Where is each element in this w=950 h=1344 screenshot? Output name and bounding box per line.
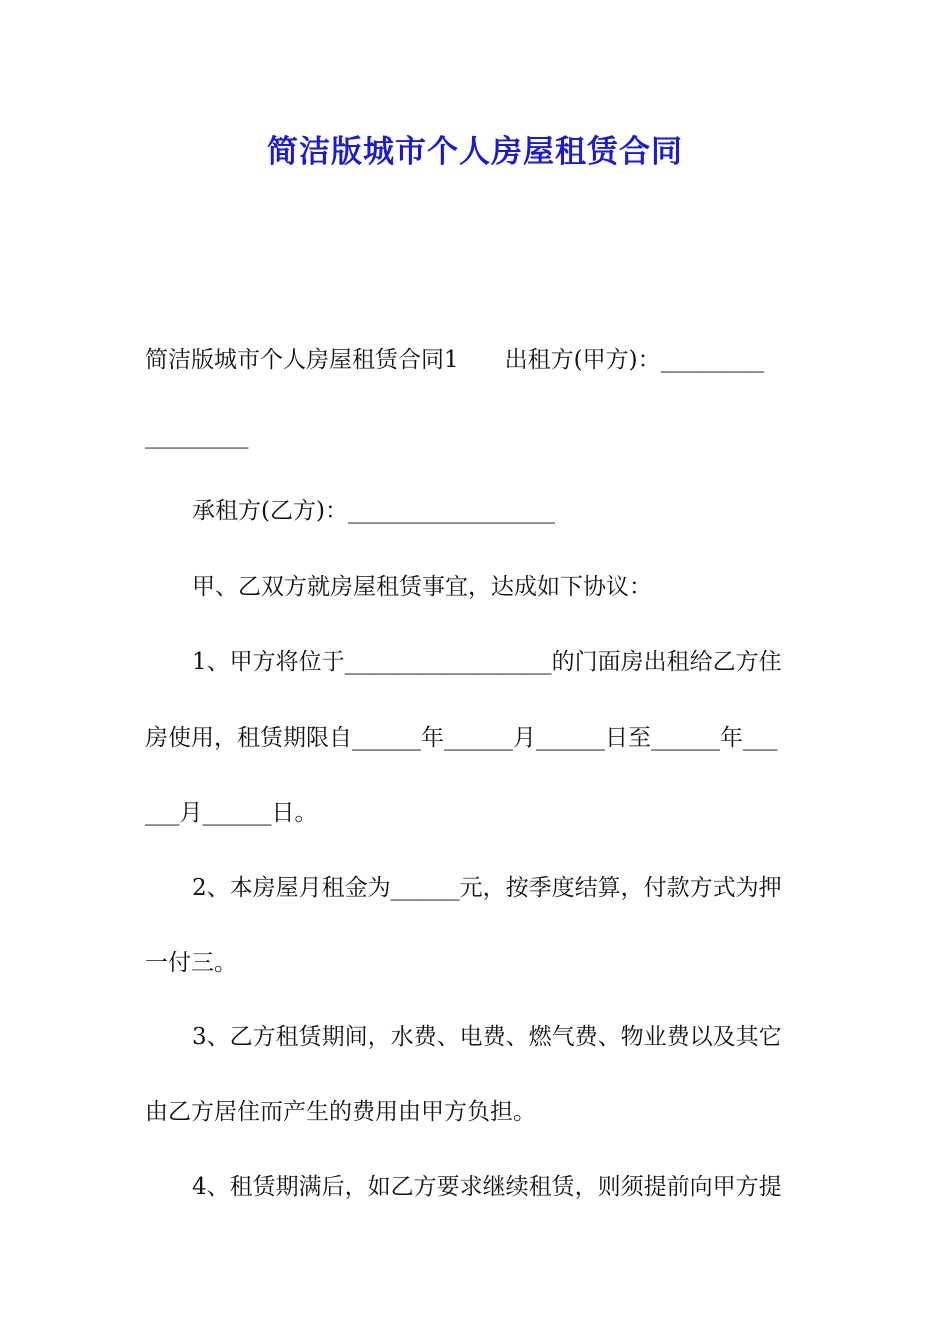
clause-1-line-3: ___月______日。 <box>145 800 318 826</box>
clause-1-line-2: 房使用，租赁期限自______年______月______日至______年___ <box>145 725 778 751</box>
clause-2-line-2: 一付三。 <box>145 950 237 976</box>
clause-3-line-1: 3、乙方租赁期间，水费、电费、燃气费、物业费以及其它 <box>192 1024 782 1050</box>
clause-2-line-1: 2、本房屋月租金为______元，按季度结算，付款方式为押 <box>192 875 782 901</box>
paragraph-line-1: 简洁版城市个人房屋租赁合同1 出租方(甲方)：_________ <box>145 347 765 373</box>
document-title: 简洁版城市个人房屋租赁合同 <box>267 134 683 170</box>
agreement-intro-line: 甲、乙双方就房屋租赁事宜，达成如下协议： <box>192 574 652 600</box>
clause-3-line-2: 由乙方居住而产生的费用由甲方负担。 <box>145 1099 536 1125</box>
clause-4-line-1: 4、租赁期满后，如乙方要求继续租赁，则须提前向甲方提 <box>192 1174 782 1200</box>
paragraph-line-2: _________ <box>145 423 249 449</box>
clause-1-line-1: 1、甲方将位于__________________的门面房出租给乙方住 <box>192 649 782 675</box>
lessee-line: 承租方(乙方)：__________________ <box>192 498 555 524</box>
